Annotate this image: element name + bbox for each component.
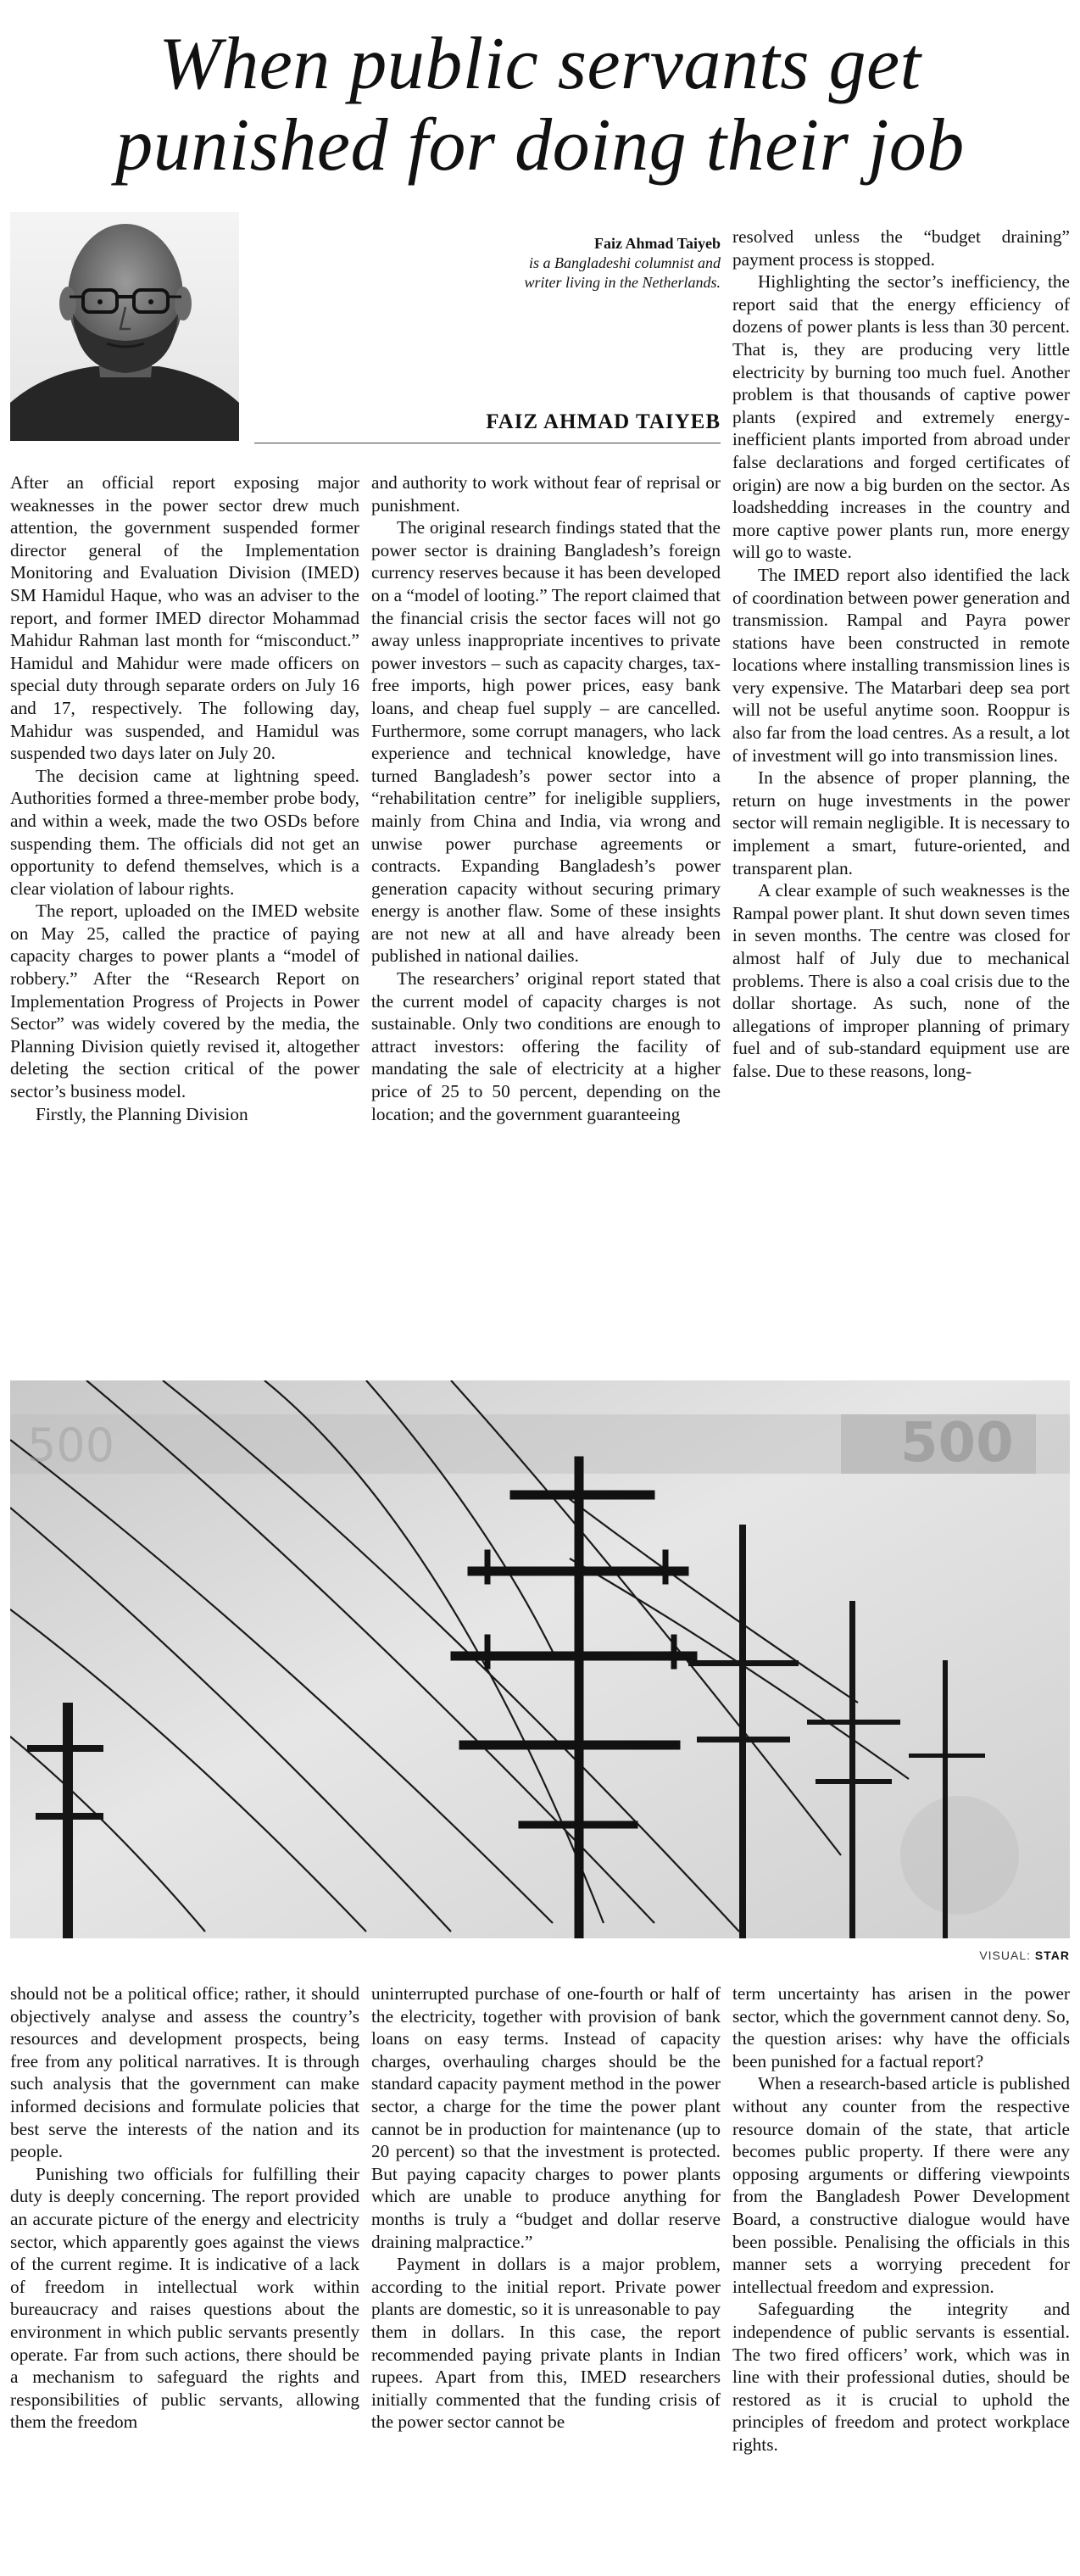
author-bio-line-1: is a Bangladeshi columnist and (529, 254, 721, 271)
paragraph: and authority to work without fear of reprisal or punishment. (371, 472, 721, 516)
paragraph: The IMED report also identified the lack of coordination between power generation and transmission. Rampal and Payra power stations have been constructed in remote locations where installing transmission lines is very expensive. The Matarbari deep sea port will not be useful anytime soon. Rooppur is also far from the load centres. As a result, a lot of investment will go into transmission lines. (732, 564, 1070, 766)
headline (0, 24, 1080, 187)
power-lines-photo (10, 1380, 1070, 1938)
headline-line-2: punished for doing their job (115, 104, 965, 187)
paragraph: After an official report exposing major weaknesses in the power sector drew much attention, the government suspended former director general of the Implementation Monitoring and Evaluation Division (IMED) SM Hamidul Haque, who was an adviser to the report, and former IMED director Mohammad Mahidur Rahman last month for “misconduct.” Hamidul and Mahidur were made officers on special duty through separate orders on July 16 and 17, respectively. The following day, Mahidur was suspended, and Hamidul was suspended two days later on July 20. (10, 472, 359, 764)
author-name-caps: FAIZ AHMAD TAIYEB (486, 410, 721, 433)
paragraph: The researchers’ original report stated that the current model of capacity charges is not sustainable. Only two conditions are enough to attract investors: offering the facility of mandating the sale of electricity at a higher price of 25 to 50 percent, depending on the location; and the government guaranteeing (371, 968, 721, 1124)
author-byline (475, 234, 721, 293)
headline-line-1: When public servants get (159, 23, 921, 105)
paragraph: A clear example of such weaknesses is the Rampal power plant. It shut down seven times in seven months. The centre was closed for almost half of July due to mechanical problems. There is also a coal crisis due to the dollar shortage. As such, none of the allegations of improper planning of primary fuel and of sub-standard equipment use are false. Due to these reasons, long- (732, 880, 1070, 1081)
paragraph: When a research-based article is published without any counter from the respective resource domain of the state, that article becomes public property. If there were any opposing arguments or differing viewpoints from the Bangladesh Power Development Board, a constructive dialogue would have been possible. Penalising the officials in this manner sets a worrying precedent for intellectual freedom and expression. (732, 2073, 1070, 2297)
paragraph: The decision came at lightning speed. Authorities formed a three-member probe body, and within a week, made the two OSDs before suspending them. The officials did not get an opportunity to defend themselves, which is a clear violation of labour rights. (10, 765, 359, 899)
paragraph: uninterrupted purchase of one-fourth or half of the electricity, together with provision of bank loans on easy terms. Instead of capacity charges, overhauling charges should be the standard capacity payment method in the power sector, a charge for the time the power plant cannot be in production for maintenance (up to 20 percent) so that the investment is protected. But paying capacity charges to power plants which are unable to produce anything for months is truly a “budget and dollar reserve draining malpractice.” (371, 1983, 721, 2252)
bottom-column-3 (732, 1982, 1070, 2456)
bottom-column-2 (371, 1982, 721, 2434)
photo-credit (979, 1949, 1070, 1962)
top-column-2 (371, 471, 721, 1125)
paragraph: Punishing two officials for fulfilling their duty is deeply concerning. The report provided an accurate picture of the energy and electricity sector, which apparently goes against the views of the current regime. It is indicative of a lack of freedom in intellectual work within bureaucracy and raises questions about the environment in which public servants presently operate. Far from such actions, there should be a mechanism to safeguard the rights and responsibilities of public servants, allowing them the freedom (10, 2163, 359, 2433)
paragraph: term uncertainty has arisen in the power sector, which the government cannot deny. So, the question arises: why have the officials been punished for a factual report? (732, 1983, 1070, 2071)
svg-text:500: 500 (27, 1419, 115, 1472)
bottom-column-1 (10, 1982, 359, 2434)
paragraph: Safeguarding the integrity and independence of public servants is essential. The two fired officers’ work, which was in line with their professional duties, should be restored as it is crucial to uphold the principles of freedom and protect workplace rights. (732, 2299, 1070, 2455)
author-bio-line-2: writer living in the Netherlands. (524, 274, 721, 291)
paragraph: Payment in dollars is a major problem, according to the initial report. Private power plants are domestic, so it is unreasonable to pay them in dollars. In this case, the report recommended paying private plants in Indian rupees. Apart from this, IMED researchers initially commented that the funding crisis of the power sector cannot be (371, 2254, 721, 2433)
paragraph: In the absence of proper planning, the return on huge investments in the power sector will remain negligible. It is necessary to implement a smart, future-oriented, and transparent plan. (732, 767, 1070, 878)
paragraph: Highlighting the sector’s inefficiency, the report said that the energy efficiency of dozens of power plants is less than 30 percent. That is, they are producing very little electricity by burning too much fuel. Another problem is that thousands of captive power plants (expired and extremely energy-inefficient plants imported from abroad under false declarations and forged certificates of origin) are now a big burden on the sector. As loadshedding increases in the country and more captive power plants run, more energy will go to waste. (732, 271, 1070, 563)
paragraph: should not be a political office; rather, it should objectively analyse and assess the country’s resources and development prospects, being free from any political narratives. It is through such analysis that the government can make informed decisions and formulate policies that best serve the interests of the nation and its people. (10, 1983, 359, 2162)
paragraph: resolved unless the “budget draining” payment process is stopped. (732, 226, 1070, 270)
photo-credit-source: STAR (1034, 1949, 1070, 1962)
paragraph: Firstly, the Planning Division (36, 1103, 248, 1124)
top-column-1 (10, 471, 359, 1125)
top-column-3 (732, 226, 1070, 1083)
svg-text:500: 500 (900, 1412, 1014, 1475)
photo-credit-label: VISUAL: (979, 1949, 1032, 1962)
paragraph: The report, uploaded on the IMED website on May 25, called the practice of paying capacity charges to power plants a “model of robbery.” After the “Research Report on Implementation Progress of Projects in Power Sector” was widely covered by the media, the Planning Division quietly revised it, altogether deleting the section critical of the power sector’s business model. (10, 900, 359, 1102)
paragraph: The original research findings stated that the power sector is draining Bangladesh’s foreign currency reserves because it has been developed on a “model of looting.” The report claimed that the financial crisis the sector faces will not go away unless inappropriate incentives to private power investors – such as capacity charges, tax-free imports, high power prices, easy bank loans, and cheap fuel supply – are cancelled. Furthermore, some corrupt managers, who lack experience and technical knowledge, have turned Bangladesh’s power sector into a “rehabilitation centre” for ineligible suppliers, mainly from China and India, via wrong and unwise power purchase agreements or contracts. Expanding Bangladesh’s power generation capacity without securing primary energy is another flaw. Some of these insights are not new at all and have already been published in national dailies. (371, 517, 721, 967)
author-portrait (10, 212, 239, 441)
author-name: Faiz Ahmad Taiyeb (593, 235, 721, 252)
